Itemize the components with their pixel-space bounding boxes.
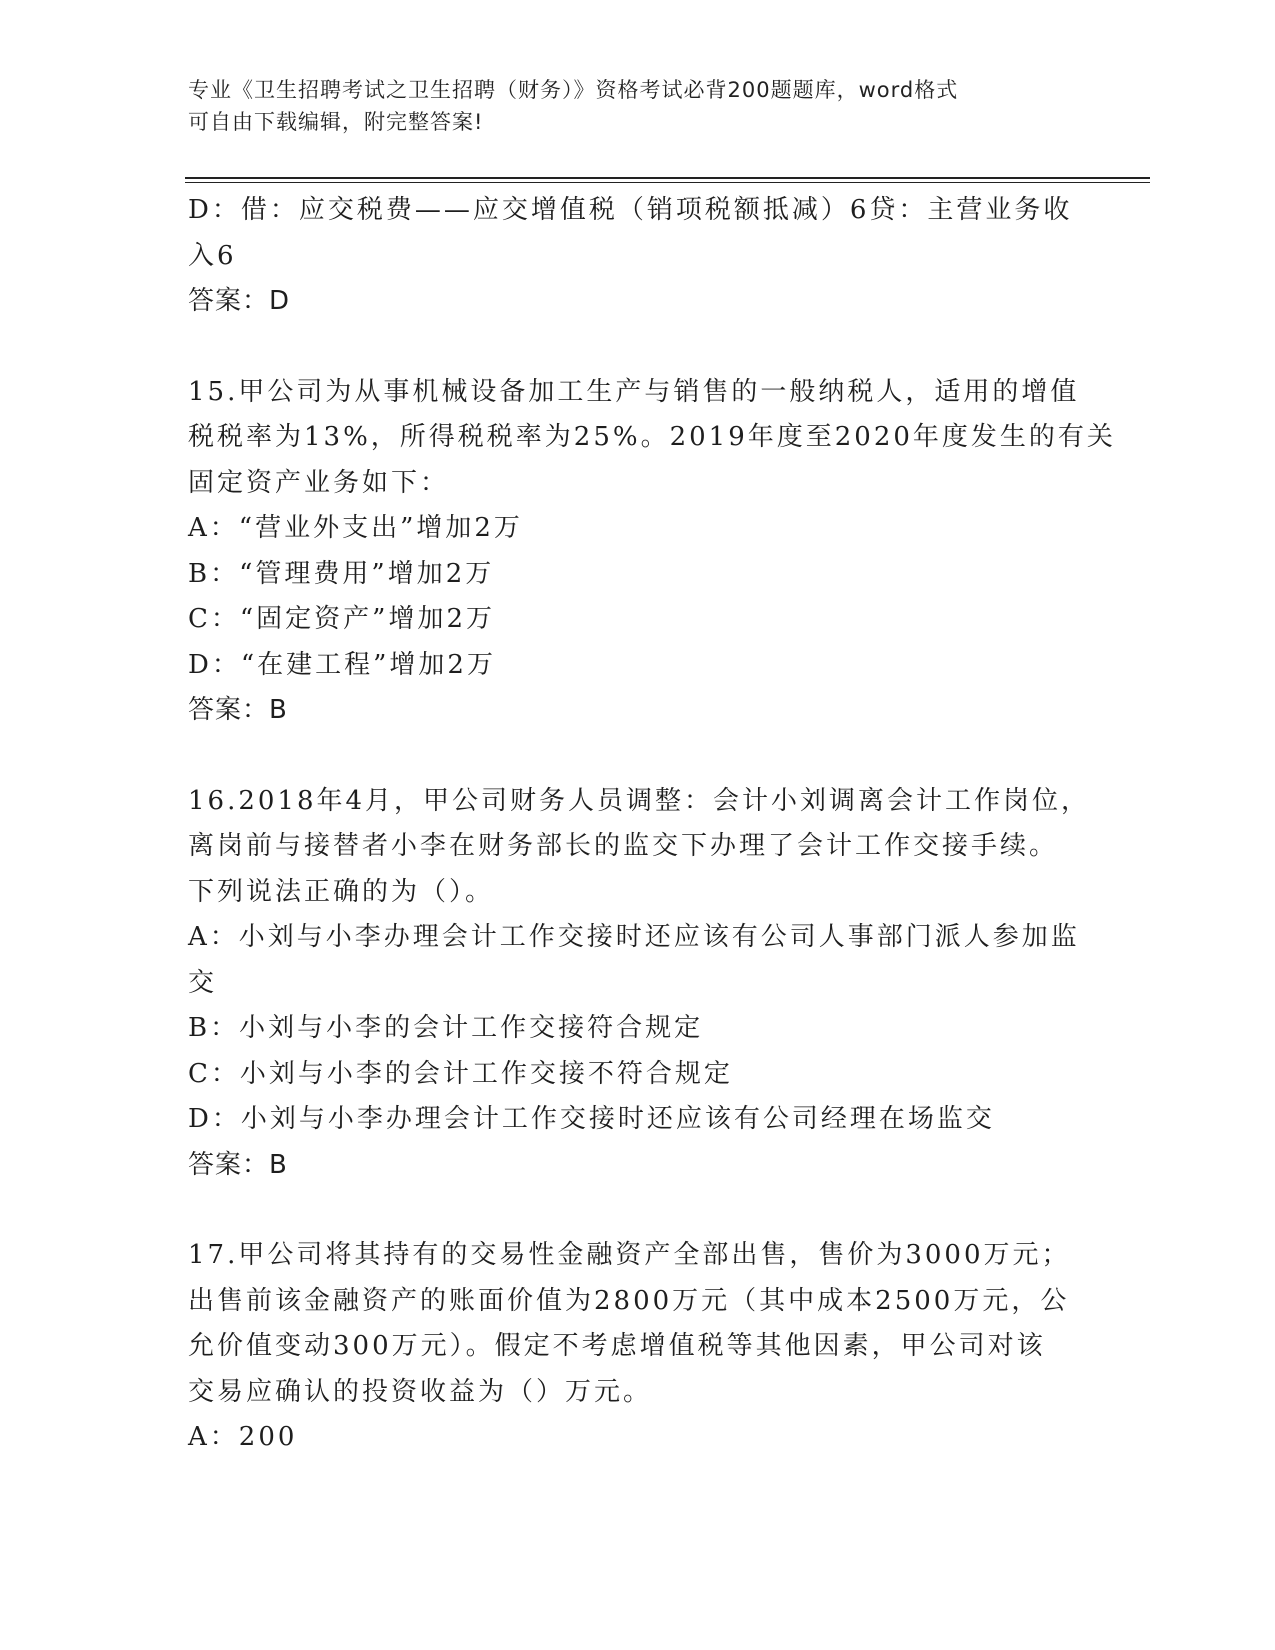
- option-a: A：200: [188, 1422, 298, 1452]
- document-header: [188, 74, 1068, 138]
- question-stem-line: 交易应确认的投资收益为（）万元。: [188, 1376, 653, 1407]
- option-a: A：小刘与小李办理会计工作交接时还应该有公司人事部门派人参加监: [188, 922, 1080, 952]
- question-15: [188, 370, 1116, 734]
- question-stem-line: 出售前该金融资产的账面价值为2800万元（其中成本2500万元，公: [188, 1285, 1070, 1316]
- question-stem-line: 下列说法正确的为（）。: [188, 876, 495, 907]
- answer-line: 答案：B: [188, 1149, 288, 1180]
- option-b: B：小刘与小李的会计工作交接符合规定: [188, 1013, 704, 1043]
- question-stem-line: 允价值变动300万元）。假定不考虑增值税等其他因素，甲公司对该: [188, 1331, 1046, 1361]
- question-17: [188, 1233, 1088, 1461]
- answer-line: 答案：B: [188, 695, 288, 725]
- option-b: B：“管理费用”增加2万: [188, 558, 495, 589]
- question-stem-line: 15.甲公司为从事机械设备加工生产与销售的一般纳税人，适用的增值: [188, 376, 1080, 407]
- question-stem-line: 税税率为13%，所得税税率为25%。2019年度至2020年度发生的有关: [188, 422, 1116, 452]
- option-a: A：“营业外支出”增加2万: [188, 513, 523, 543]
- document-body: [188, 188, 1116, 1461]
- question-16: [188, 779, 1091, 1189]
- header-title-line-2: 可自由下载编辑，附完整答案!: [188, 110, 484, 134]
- question-stem-line: 16.2018年4月，甲公司财务人员调整：会计小刘调离会计工作岗位，: [188, 785, 1091, 816]
- header-rule-thin: [185, 182, 1150, 183]
- header-rule-thick: [185, 177, 1150, 179]
- option-a-continued: 交: [188, 967, 218, 998]
- answer-line: 答案：D: [188, 286, 291, 316]
- option-d: D：“在建工程”增加2万: [188, 649, 496, 680]
- option-d-line: 入6: [188, 240, 237, 271]
- option-c: C：小刘与小李的会计工作交接不符合规定: [188, 1058, 733, 1089]
- carry-over-block: [188, 188, 1088, 325]
- question-stem-line: 固定资产业务如下：: [188, 467, 450, 498]
- question-stem-line: 17.甲公司将其持有的交易性金融资产全部出售，售价为3000万元；: [188, 1240, 1071, 1270]
- question-stem-line: 离岗前与接替者小李在财务部长的监交下办理了会计工作交接手续。: [188, 831, 1059, 861]
- option-d-line: D：借：应交税费——应交增值税（销项税额抵减）6贷：主营业务收: [188, 195, 1073, 225]
- option-c: C：“固定资产”增加2万: [188, 604, 496, 634]
- header-title-line-1: 专业《卫生招聘考试之卫生招聘（财务）》资格考试必背200题题库，word格式: [188, 78, 959, 102]
- option-d: D：小刘与小李办理会计工作交接时还应该有公司经理在场监交: [188, 1104, 995, 1134]
